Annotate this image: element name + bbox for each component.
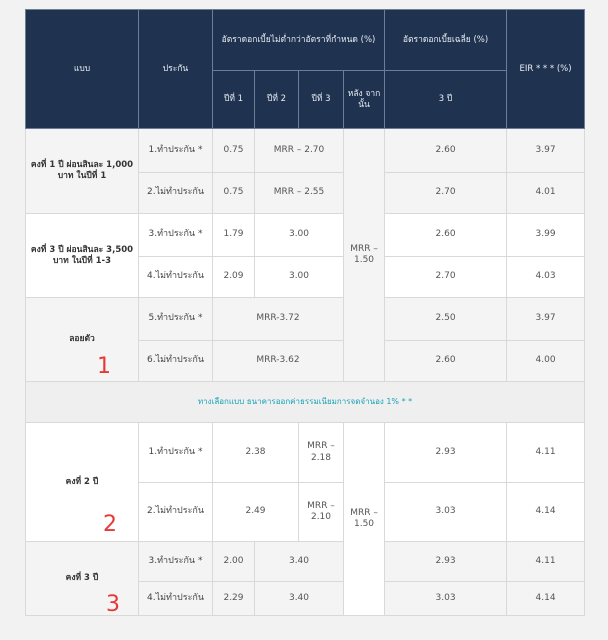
rate-year-2-3: 3.40 <box>255 582 344 616</box>
header-fixed-rate: อัตราดอกเบี้ยไม่ต่ำกว่าอัตราที่กำหนด (%) <box>213 10 385 71</box>
rate-eir: 4.14 <box>507 483 585 542</box>
rate-eir: 3.97 <box>507 129 585 173</box>
rate-average: 2.70 <box>385 257 507 298</box>
rate-year-1-2: 2.38 <box>213 423 299 483</box>
insurance-option: 1.ทำประกัน * <box>139 423 213 483</box>
rate-year-1-2: 2.49 <box>213 483 299 542</box>
insurance-option: 6.ไม่ทำประกัน <box>139 341 213 382</box>
rate-year-2-3: MRR – 2.70 <box>255 129 344 173</box>
rate-eir: 4.14 <box>507 582 585 616</box>
plan-label: คงที่ 1 ปี ผ่อนสินละ 1,000 บาท ในปีที่ 1 <box>26 129 139 214</box>
table-row <box>26 423 585 483</box>
plan-label: คงที่ 3 ปี ผ่อนสินละ 3,500 บาท ในปีที่ 1-3 <box>26 214 139 298</box>
rate-year-2-3: 3.00 <box>255 257 344 298</box>
header-average-rate: อัตราดอกเบี้ยเฉลี่ย (%) <box>385 10 507 71</box>
table-row <box>26 129 585 173</box>
rate-average: 3.03 <box>385 483 507 542</box>
note-row <box>26 382 585 423</box>
rate-after: MRR – 1.50 <box>344 129 385 382</box>
rate-year-1: 0.75 <box>213 129 255 173</box>
plan-label: คงที่ 3 ปี <box>26 542 139 616</box>
rate-year-3: MRR – 2.18 <box>299 423 344 483</box>
rate-year-1-3: MRR-3.72 <box>213 298 344 341</box>
rate-year-1: 2.00 <box>213 542 255 582</box>
rate-average: 2.50 <box>385 298 507 341</box>
insurance-option: 4.ไม่ทำประกัน <box>139 257 213 298</box>
insurance-option: 2.ไม่ทำประกัน <box>139 173 213 214</box>
table-row <box>26 214 585 257</box>
rate-eir: 4.11 <box>507 542 585 582</box>
rate-average: 2.70 <box>385 173 507 214</box>
insurance-option: 2.ไม่ทำประกัน <box>139 483 213 542</box>
table-row <box>26 542 585 582</box>
rate-year-3: MRR – 2.10 <box>299 483 344 542</box>
insurance-option: 3.ทำประกัน * <box>139 214 213 257</box>
rate-eir: 4.03 <box>507 257 585 298</box>
rate-year-1: 2.09 <box>213 257 255 298</box>
rate-average: 2.60 <box>385 341 507 382</box>
rate-year-2-3: 3.00 <box>255 214 344 257</box>
header-eir: EIR * * * (%) <box>507 10 585 129</box>
rate-average: 2.60 <box>385 214 507 257</box>
insurance-option: 5.ทำประกัน * <box>139 298 213 341</box>
rate-average: 3.03 <box>385 582 507 616</box>
rate-eir: 3.99 <box>507 214 585 257</box>
header-year-2: ปีที่ 2 <box>255 71 299 129</box>
rate-year-2-3: MRR – 2.55 <box>255 173 344 214</box>
rate-eir: 4.11 <box>507 423 585 483</box>
header-after: หลัง จากนั้น <box>344 71 385 129</box>
header-plan: แบบ <box>26 10 139 129</box>
header-year-1: ปีที่ 1 <box>213 71 255 129</box>
fee-note: ทางเลือกแบบ ธนาคารออกค่าธรรมเนียมการจดจำนอง 1% * * <box>26 382 585 423</box>
table-row <box>26 298 585 341</box>
annotation-2: 2 <box>103 512 117 537</box>
insurance-option: 3.ทำประกัน * <box>139 542 213 582</box>
insurance-option: 1.ทำประกัน * <box>139 129 213 173</box>
rate-after: MRR – 1.50 <box>344 423 385 616</box>
plan-label: คงที่ 2 ปี <box>26 423 139 542</box>
annotation-3: 3 <box>106 592 120 617</box>
insurance-option: 4.ไม่ทำประกัน <box>139 582 213 616</box>
header-3-year: 3 ปี <box>385 71 507 129</box>
rate-year-1: 2.29 <box>213 582 255 616</box>
header-year-3: ปีที่ 3 <box>299 71 344 129</box>
annotation-1: 1 <box>97 354 111 379</box>
rate-year-2-3: 3.40 <box>255 542 344 582</box>
rate-year-1: 0.75 <box>213 173 255 214</box>
rate-average: 2.60 <box>385 129 507 173</box>
plan-label: ลอยตัว <box>26 298 139 382</box>
rate-year-1: 1.79 <box>213 214 255 257</box>
rate-eir: 3.97 <box>507 298 585 341</box>
header-insurance: ประกัน <box>139 10 213 129</box>
rate-average: 2.93 <box>385 423 507 483</box>
rate-average: 2.93 <box>385 542 507 582</box>
rate-year-1-3: MRR-3.62 <box>213 341 344 382</box>
rate-eir: 4.01 <box>507 173 585 214</box>
rate-eir: 4.00 <box>507 341 585 382</box>
